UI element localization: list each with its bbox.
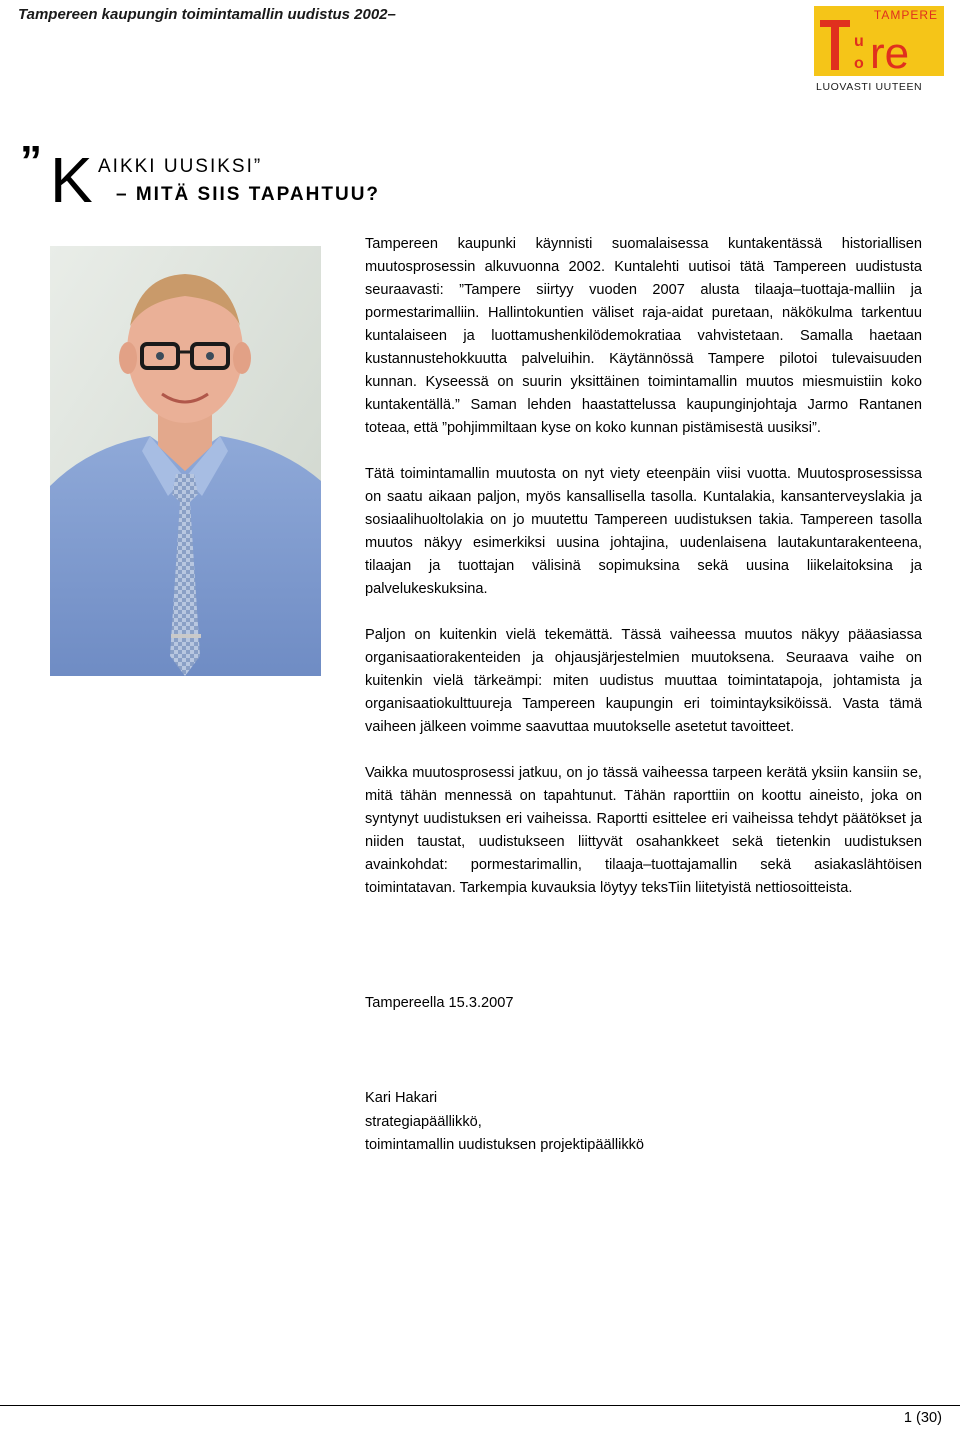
signature-title-2: toimintamallin uudistuksen projektipäällikkö — [365, 1137, 645, 1153]
date-line: Tampereella 15.3.2007 — [365, 995, 514, 1011]
body-text — [365, 233, 922, 923]
signature-block — [365, 1087, 644, 1158]
paragraph-2: Tätä toimintamallin muutosta on nyt viety eteenpäin viisi vuotta. Muutosprosessissa on saatu aikaan paljon, myös kansallisella tasolla. Kuntalakia, kansanterveyslakia ja sosiaalihuoltolakia on jo muutettu Tampereen uudistuksen takia. Tampereen tasolla muutos näkyy esimerkiksi uusina johtajina, uudenlaisena lautakuntarakenteena, tilaajan ja tuottajan välisinä sopimuksina sekä uusina liikelaitoksina ja palvelukeskuksina. — [365, 466, 922, 597]
paragraph-1: Tampereen kaupunki käynnisti suomalaisessa kuntakentässä historiallisen muutosprosessin alkuvuonna 2002. Kuntalehti uutisoi tätä Tampereen uudistusta seuraavasti: ”Tampere siirtyy vuoden 2007 alusta tilaaja–tuottaja-malliin ja pormestarimalliin. Hallintokuntien väliset raja-aidat puretaan, näkökulma tarkentuu kuntalaiseen ja luottamushenkilödemokratiaa vahvistetaan. Samalla haetaan kustannustehokkuutta palveluihin. Käytännössä Tampere pilotoi tulevaisuuden kunnan. Kyseessä on suurin yksittäinen toimintamallin muutos miesmuistiin koko kuntakentällä.” Saman lehden haastattelussa kaupunginjohtaja Jarmo Rantanen toteaa, että ”pohjimmiltaan kyse on koko kunnan pistämisestä uusiksi”. — [365, 236, 922, 436]
section-heading — [20, 137, 420, 216]
footer-divider — [0, 1405, 960, 1406]
tampere-logo-graphic — [814, 6, 944, 94]
tampere-logo — [814, 6, 944, 94]
logo-brand-text: TAMPERE — [873, 8, 938, 22]
heading-quote-mark: ” — [20, 137, 40, 186]
author-portrait-photo — [50, 246, 321, 676]
logo-tagline: LUOVASTI UUTEEN — [816, 81, 923, 93]
signature-title-1: strategiapäällikkö, — [365, 1113, 482, 1130]
page-number: 1 (30) — [903, 1410, 942, 1426]
document-header-title: Tampereen kaupungin toimintamallin uudistus 2002– — [18, 6, 396, 23]
paragraph-4: Vaikka muutosprosessi jatkuu, on jo tässä vaiheessa tarpeen kerätä yksiin kansiin se, mitä tähän mennessä on tapahtunut. Tähän raporttiin on koottu aineisto, joka on syntynyt uudistuksen eri vaiheissa. Raportti esittelee eri vaiheissa tehdyt päätökset ja niiden taustat, uudistukseen liittyvät osahankkeet sekä tietenkin uudistuksen avainkohdat: pormestarimallin, tilaaja–tuottajamallin sekä asiakaslähtöisen toimintatavan. Tarkempia kuvauksia löytyy teksTiin liitetyistä nettiosoitteista. — [365, 765, 922, 896]
svg-text:u: u — [854, 33, 864, 50]
heading-line-2: – MITÄ SIIS TAPAHTUU? — [116, 184, 381, 205]
svg-text:re: re — [870, 29, 910, 78]
paragraph-3: Paljon on kuitenkin vielä tekemättä. Tässä vaiheessa muutos näkyy pääasiassa organisaatiorakenteiden ja ohjausjärjestelmien muutoksena. Seuraava vaihe on kuitenkin vielä tärkeämpi: miten uudistus muuttaa toimintatapoja, johtamista ja organisaatiokulttuureja Tampereen kaupungin eri toimintayksiköissä. Vasta tämä vaiheen jälkeen voimme saavuttaa muutokselle asetetut tavoitteet. — [365, 627, 922, 735]
signature-name: Kari Hakari — [365, 1090, 438, 1106]
svg-text:o: o — [854, 55, 864, 72]
heading-initial: K — [50, 144, 93, 216]
heading-line-1: AIKKI UUSIKSI” — [98, 156, 263, 177]
